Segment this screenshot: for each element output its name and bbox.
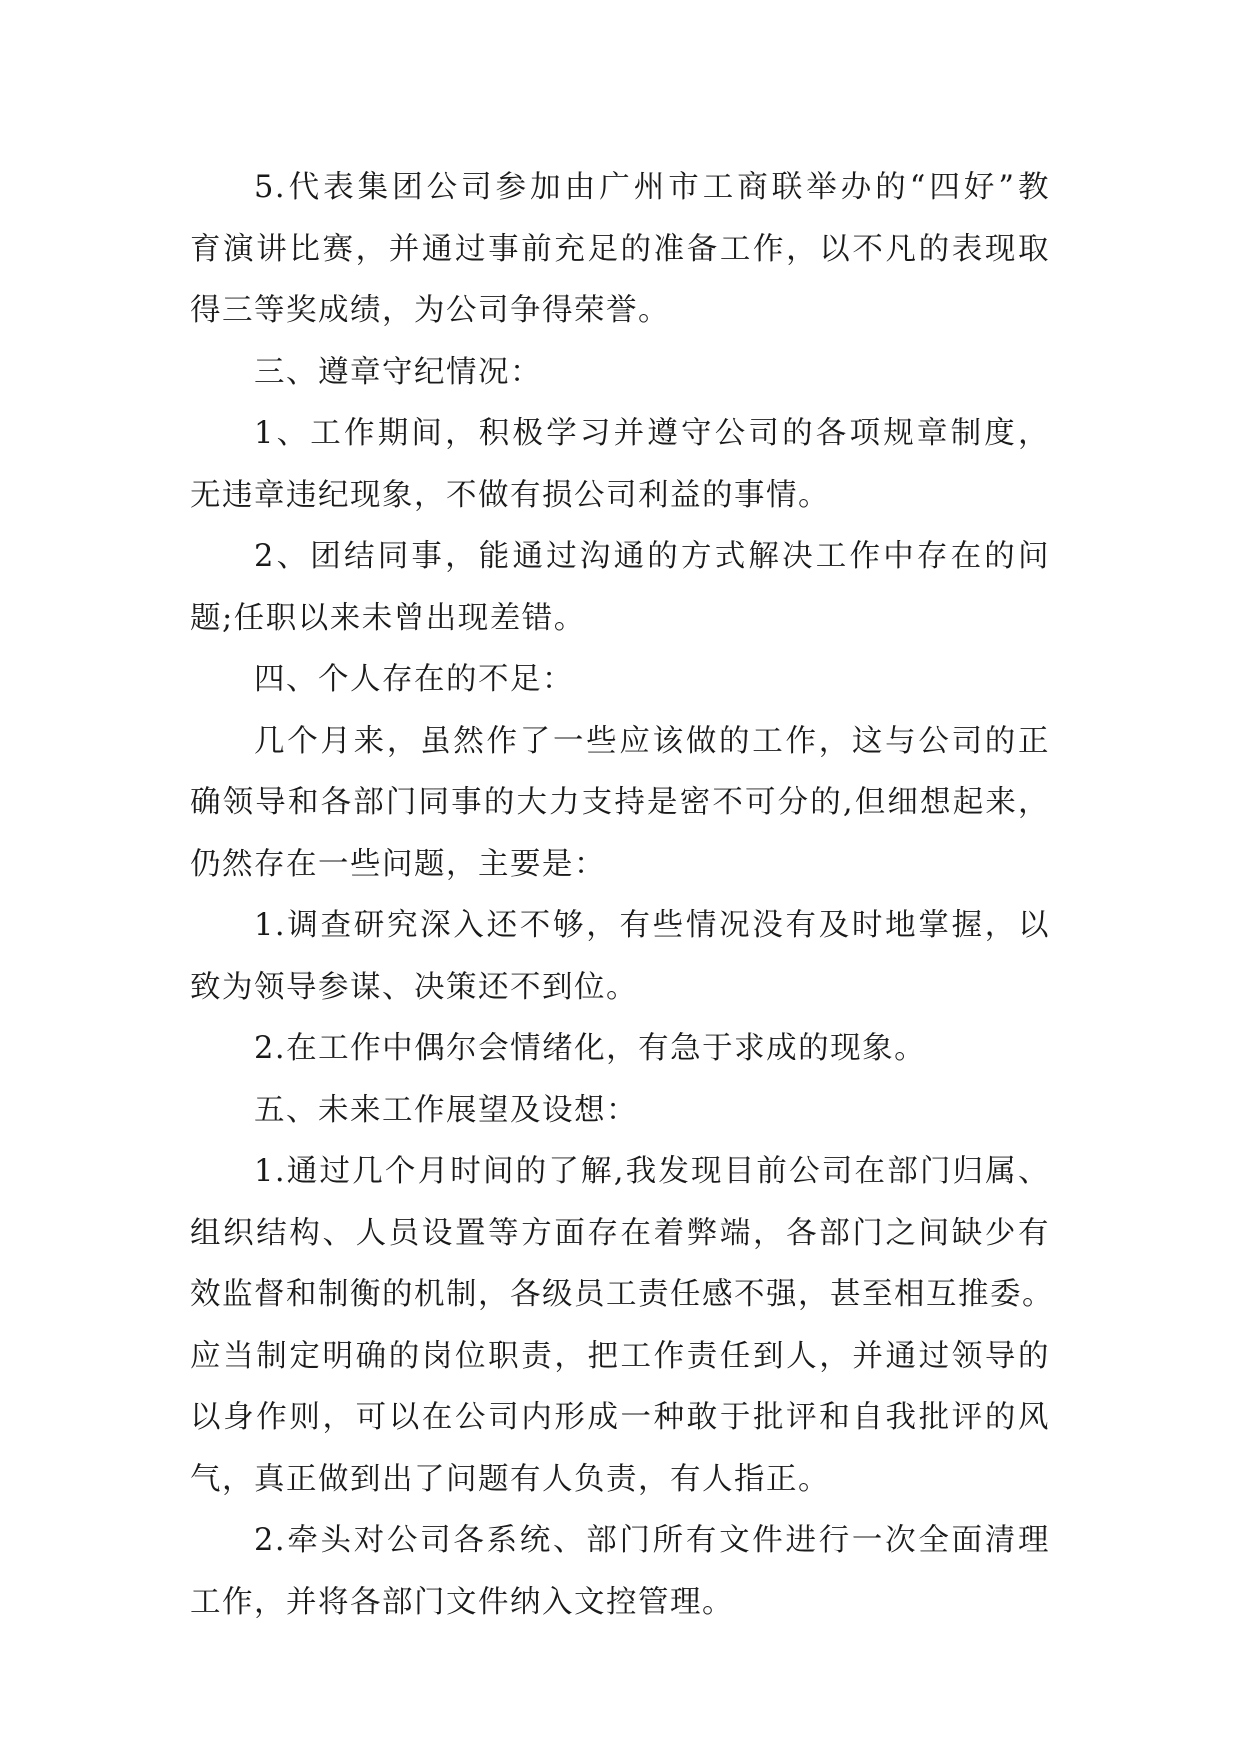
- section-heading: 三、遵章守纪情况：: [254, 354, 542, 390]
- text-line: 1、工作期间，积极学习并遵守公司的各项规章制度，: [254, 416, 1050, 451]
- section-heading: 四、个人存在的不足：: [254, 662, 574, 697]
- text-line: 2.在工作中偶尔会情绪化，有急于求成的现象。: [254, 1031, 927, 1066]
- document-body: [190, 157, 1054, 1633]
- text-line: 仍然存在一些问题，主要是：: [190, 846, 606, 882]
- text-line: 无违章违纪现象，不做有损公司利益的事情。: [190, 477, 830, 513]
- text-line: 组织结构、人员设置等方面存在着弊端，各部门之间缺少有: [190, 1215, 1050, 1251]
- text-line: 应当制定明确的岗位职责，把工作责任到人，并通过领导的: [190, 1338, 1050, 1374]
- text-line: 1.调查研究深入还不够，有些情况没有及时地掌握，以: [254, 908, 1050, 943]
- section-heading: 五、未来工作展望及设想：: [254, 1092, 638, 1128]
- text-line: 气，真正做到出了问题有人负责，有人指正。: [190, 1461, 830, 1497]
- text-line: 5.代表集团公司参加由广州市工商联举办的“四好”教: [254, 170, 1050, 205]
- text-line: 以身作则，可以在公司内形成一种敢于批评和自我批评的风: [190, 1400, 1050, 1435]
- text-line: 致为领导参谋、决策还不到位。: [190, 969, 638, 1005]
- text-line: 2、团结同事，能通过沟通的方式解决工作中存在的问: [254, 539, 1050, 574]
- text-line: 效监督和制衡的机制，各级员工责任感不强，甚至相互推委。: [190, 1277, 1054, 1312]
- text-line: 确领导和各部门同事的大力支持是密不可分的,但细想起来，: [190, 785, 1050, 820]
- text-line: 育演讲比赛，并通过事前充足的准备工作，以不凡的表现取: [190, 231, 1050, 267]
- text-line: 工作，并将各部门文件纳入文控管理。: [190, 1584, 734, 1620]
- text-line: 2.牵头对公司各系统、部门所有文件进行一次全面清理: [254, 1523, 1050, 1558]
- text-line: 几个月来，虽然作了一些应该做的工作，这与公司的正: [254, 723, 1050, 759]
- text-line: 1.通过几个月时间的了解,我发现目前公司在部门归属、: [254, 1154, 1050, 1189]
- text-line: 题;任职以来未曾出现差错。: [190, 600, 586, 636]
- text-line: 得三等奖成绩，为公司争得荣誉。: [190, 293, 670, 328]
